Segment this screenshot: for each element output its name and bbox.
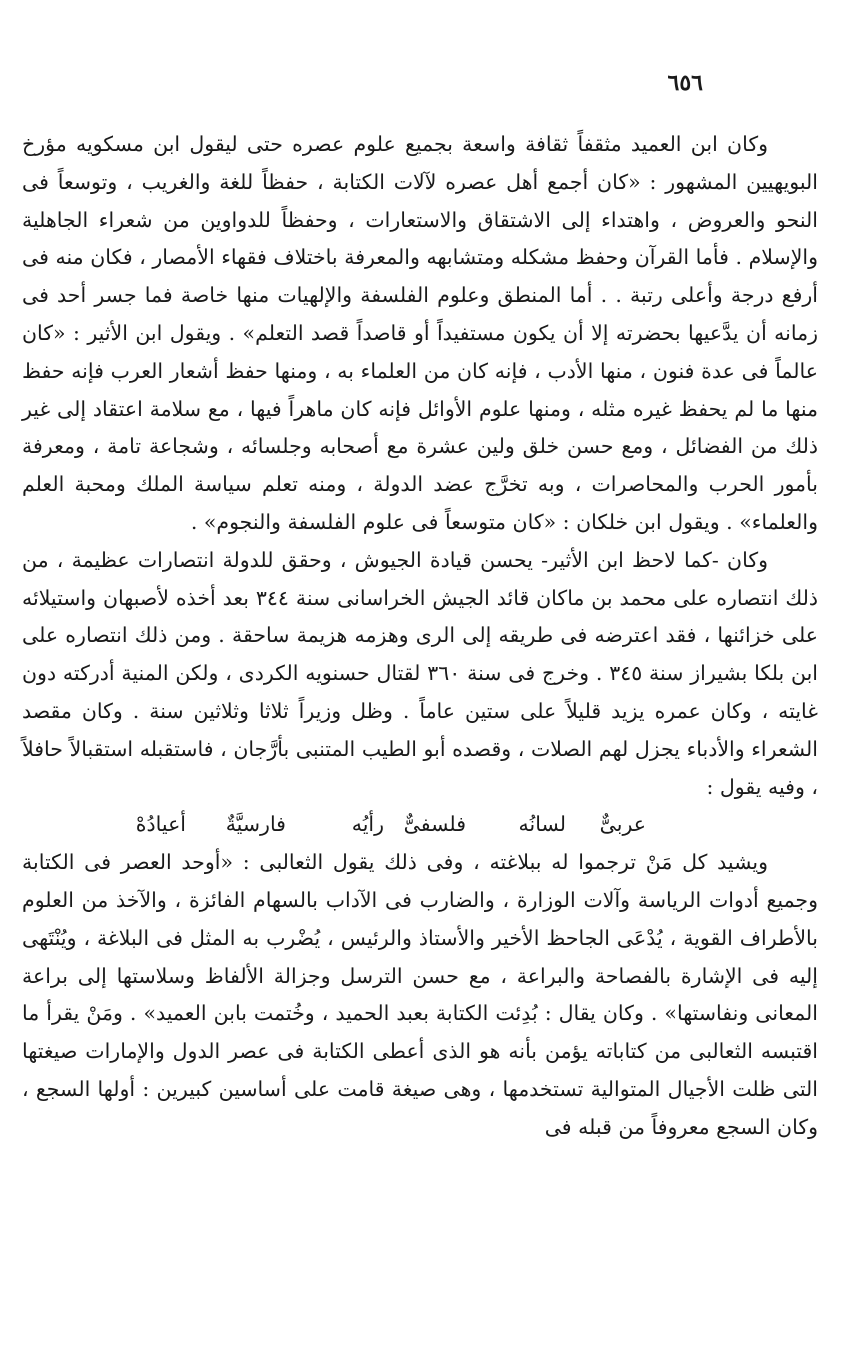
verse-word: رأيُه — [351, 812, 384, 837]
poem-verse — [22, 806, 818, 844]
paragraph: وكان ابن العميد مثقفاً ثقافة واسعة بجميع علوم عصره حتى ليقول ابن مسكويه مؤرخ البويهيين المشهور : «كان أجمع أهل عصره لآلات الكتابة ، حفظاً للغة والغريب ، وتوسعاً فى النحو والعروض ، واهتداء إلى الاشتقاق والاستعارات ، وحفظاً للدواوين من شعراء الجاهلية والإسلام . فأما القرآن وحفظ مشكله ومتشابهه والمعرفة باختلاف فقهاء الأمصار ، فكان منه فى أرفع درجة وأعلى رتبة . . أما المنطق وعلوم الفلسفة والإلهيات منها خاصة فما جسر أحد فى زمانه أن يدَّعيها بحضرته إلا أن يكون مستفيداً أو قاصداً قصد التعلم» . ويقول ابن الأثير : «كان عالماً فى عدة فنون ، منها الأدب ، فإنه كان من العلماء به ، ومنها حفظ أشعار العرب فإنه حفظ منها ما لم يحفظ غيره مثله ، ومنها علوم الأوائل فإنه كان ماهراً فيها ، مع سلامة اعتقاد إلى غير ذلك من الفضائل ، ومع حسن خلق ولين عشرة مع أصحابه وجلسائه ، وشجاعة تامة ، ومعرفة بأمور الحرب والمحاصرات ، وبه تخرَّج عضد الدولة ، ومنه تعلم سياسة الملك ومحبة العلم والعلماء» . ويقول ابن خلكان : «كان متوسعاً فى علوم الفلسفة والنجوم» . — [22, 132, 818, 534]
verse-word: لسانُه — [518, 812, 566, 837]
verse-word: عربىٌّ — [599, 812, 646, 837]
paragraph: وكان -كما لاحظ ابن الأثير- يحسن قيادة الجيوش ، وحقق للدولة انتصارات عظيمة ، من ذلك انتصاره على محمد بن ماكان قائد الجيش الخراسانى سنة ٣٤٤ بعد أخذه لأصبهان واستيلائه على خزائنها ، فقد اعترضه فى طريقه إلى الرى وهزمه هزيمة ساحقة . ومن ذلك انتصاره على ابن بلكا بشيراز سنة ٣٤٥ . وخرج فى سنة ٣٦٠ لقتال حسنويه الكردى ، ولكن المنية أدركته دون غايته ، وكان عمره يزيد قليلاً على ستين عاماً . وظل وزيراً ثلاثا وثلاثين سنة . وكان مقصد الشعراء والأدباء يجزل لهم الصلات ، وقصده أبو الطيب المتنبى بأرَّجان ، فاستقبله استقبالاً حافلاً ، وفيه يقول : — [22, 547, 819, 799]
page-number: ٦٥٦ — [667, 70, 703, 96]
verse-word: أعيادُهْ — [135, 812, 186, 837]
verse-word: فارسيَّةٌ — [225, 812, 286, 837]
body-text — [22, 126, 818, 1147]
paragraph: ويشيد كل مَنْ ترجموا له ببلاغته ، وفى ذلك يقول الثعالبى : «أوحد العصر فى الكتابة وجميع أدوات الرياسة وآلات الوزارة ، والضارب فى الآداب بالسهام الفائزة ، والآخذ من العلوم بالأطراف القوية ، يُدْعَى الجاحظ الأخير والأستاذ والرئيس ، يُضْرب به المثل فى البلاغة ، ويُنْتَهى إليه فى الإشارة بالفصاحة والبراعة ، مع حسن الترسل وجزالة الألفاظ وسلاستها إلى براعة المعانى ونفاستها» . وكان يقال : بُدِئت الكتابة بعبد الحميد ، وخُتمت بابن العميد» . ومَنْ يقرأ ما اقتبسه الثعالبى من كتاباته يؤمن بأنه هو الذى أعطى الكتابة فى عصر الدول والإمارات صيغتها التى ظلت الأجيال المتوالية تستخدمها ، وهى صيغة قامت على أساسين كبيرين : أولها السجع ، وكان السجع معروفاً من قبله فى — [22, 850, 818, 1139]
verse-word: فلسفىٌّ — [403, 812, 466, 837]
